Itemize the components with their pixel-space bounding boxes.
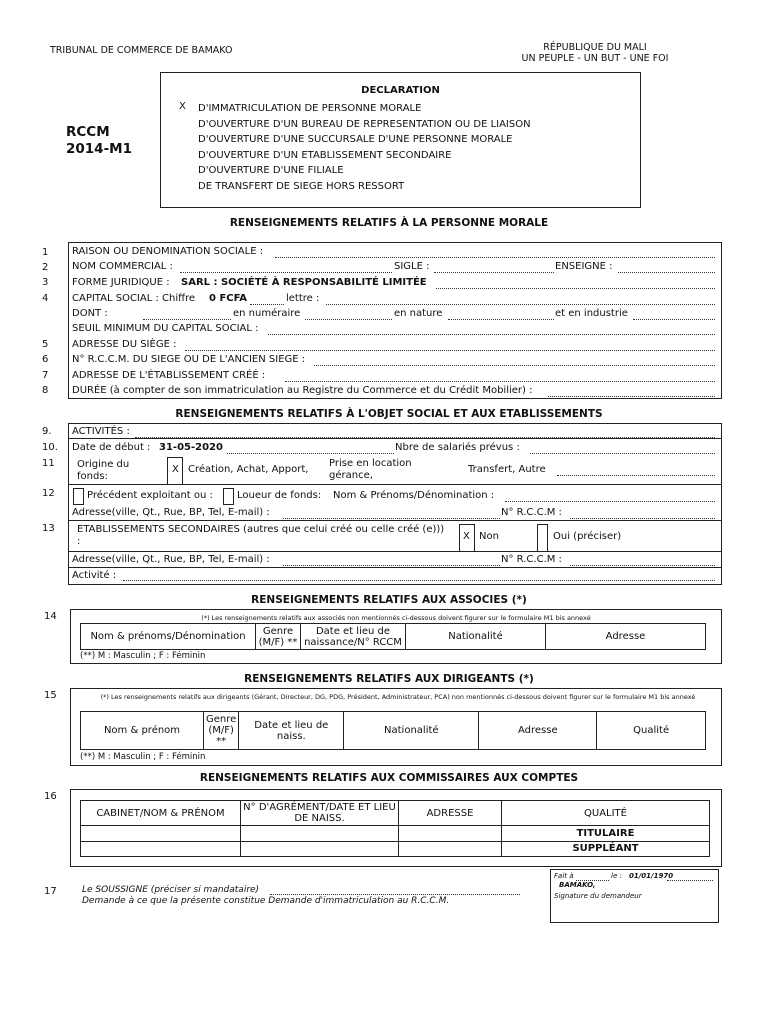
col-header: Nom & prénom <box>81 712 204 750</box>
transfert-label: Transfert, Autre <box>468 464 546 475</box>
date-label: Date de début : <box>72 442 151 453</box>
oui-checkbox[interactable] <box>537 524 548 552</box>
table-cell[interactable] <box>81 826 241 841</box>
divider <box>68 484 722 485</box>
row-number: 14 <box>44 611 57 622</box>
oui-label: Oui (préciser) <box>553 531 622 542</box>
adresse-siege-label: ADRESSE DU SIÈGE : <box>72 339 177 350</box>
table-cell[interactable] <box>81 841 241 856</box>
nom-prenoms-field[interactable] <box>505 501 715 502</box>
table-row <box>81 801 710 826</box>
capital-value[interactable]: 0 FCFA <box>209 293 248 304</box>
city-value: BAMAKO, <box>559 881 596 889</box>
table-row <box>81 826 710 841</box>
forme-value[interactable]: SARL : SOCIÉTÉ À RESPONSABILITÉ LIMITÉE <box>181 277 427 288</box>
country-motto: UN PEUPLE - UN BUT - UNE FOI <box>521 53 669 64</box>
row-number: 11 <box>42 458 55 469</box>
row-number: 3 <box>42 277 49 288</box>
fait-label: Fait à <box>554 872 574 880</box>
divider <box>68 551 722 552</box>
date-field[interactable] <box>667 880 713 881</box>
section4-title: RENSEIGNEMENTS RELATIFS AUX DIRIGEANTS (*) <box>244 673 534 685</box>
forme-label: FORME JURIDIQUE : <box>72 277 170 288</box>
soussigne-field[interactable] <box>270 894 520 895</box>
row-number: 5 <box>42 339 49 350</box>
row-number: 7 <box>42 370 49 381</box>
col-header: QUALITÉ <box>502 801 710 826</box>
nature-field[interactable] <box>448 319 554 320</box>
col-header: Genre (M/F) ** <box>256 624 301 650</box>
form-code-line1: RCCM <box>66 124 110 140</box>
nom-commercial-field[interactable] <box>180 272 392 273</box>
origine-label: Origine du fonds: <box>77 459 130 482</box>
col-header: Adresse <box>546 624 706 650</box>
table-cell[interactable] <box>399 826 502 841</box>
court-name: TRIBUNAL DE COMMERCE DE BAMAKO <box>50 45 233 56</box>
loueur-label: Loueur de fonds: <box>237 490 322 501</box>
sigle-field[interactable] <box>434 272 554 273</box>
seuil-field[interactable] <box>268 334 715 335</box>
col-header: Adresse <box>479 712 597 750</box>
declaration-item[interactable]: D'IMMATRICULATION DE PERSONNE MORALE <box>198 103 422 114</box>
associes-note: (*) Les renseignements relatifs aux associés non mentionnés ci-dessous doivent figurer sur le formulaire M1 bis annexé <box>201 614 591 622</box>
col-header: Genre (M/F) ** <box>204 712 239 750</box>
row-number: 16 <box>44 791 57 802</box>
lettre-field[interactable] <box>326 304 715 305</box>
row-number: 1 <box>42 247 49 258</box>
declaration-title: DECLARATION <box>361 85 440 96</box>
row-number: 8 <box>42 385 49 396</box>
col-header: Qualité <box>597 712 706 750</box>
le-label: le : <box>611 872 622 880</box>
activites-label: ACTIVITÉS : <box>72 426 130 437</box>
activite-label: Activité : <box>72 570 117 581</box>
row-number: 6 <box>42 354 49 365</box>
adresse-siege-field[interactable] <box>185 350 715 351</box>
raison-field[interactable] <box>275 257 715 258</box>
seuil-label: SEUIL MINIMUM DU CAPITAL SOCIAL : <box>72 323 259 334</box>
table-row <box>81 624 706 650</box>
declaration-item[interactable]: D'OUVERTURE D'UN ETABLISSEMENT SECONDAIRE <box>198 149 452 161</box>
demande-text: Demande à ce que la présente constitue Demande d'immatriculation au R.C.C.M. <box>82 896 450 906</box>
table-cell[interactable] <box>241 826 399 841</box>
table-row <box>81 712 706 750</box>
country-name: RÉPUBLIQUE DU MALI <box>543 42 647 53</box>
col-header: Date et lieu de naiss. <box>239 712 344 750</box>
declaration-mark: X <box>179 101 186 112</box>
origine-mark: X <box>172 464 179 475</box>
autre-field[interactable] <box>557 475 715 476</box>
form-code <box>66 124 132 158</box>
lettre-label: lettre : <box>286 293 320 304</box>
declaration-item[interactable]: D'OUVERTURE D'UN BUREAU DE REPRESENTATION OU DE LIAISON <box>198 118 531 130</box>
soussigne-label: Le SOUSSIGNE (préciser si mandataire) <box>82 885 260 895</box>
dirigeants-note: (*) Les renseignements relatifs aux dirigeants (Gérant, Directeur, DG, PDG, Président, Administrateur, PCA) non mentionnés ci-dessous doivent figurer sur le formulaire M1 bis annexé <box>100 693 696 701</box>
adresse2-label: Adresse(ville, Qt., Rue, BP, Tel, E-mail) : <box>72 554 270 565</box>
section2-title: RENSEIGNEMENTS RELATIFS À L'OBJET SOCIAL ET AUX ETABLISSEMENTS <box>175 408 603 420</box>
section1-title: RENSEIGNEMENTS RELATIFS À LA PERSONNE MORALE <box>229 217 549 229</box>
etab-sec-label: ETABLISSEMENTS SECONDAIRES (autres que celui créé ou celle créé (e))) : <box>77 524 445 547</box>
signature-box <box>550 869 719 923</box>
dirigeants-footnote: (**) M : Masculin ; F : Féminin <box>80 752 206 762</box>
nom-commercial-label: NOM COMMERCIAL : <box>72 261 173 272</box>
rccm-field[interactable] <box>570 518 715 519</box>
sigle-label: SIGLE : <box>394 261 430 272</box>
salaries-label: Nbre de salariés prévus : <box>395 442 520 453</box>
date-value[interactable]: 31-05-2020 <box>159 442 223 453</box>
nom-prenoms-label: Nom & Prénoms/Dénomination : <box>333 490 495 501</box>
row-number: 12 <box>42 488 55 499</box>
declaration-box <box>160 72 641 208</box>
industrie-field[interactable] <box>633 319 715 320</box>
precedent-label: Précédent exploitant ou : <box>87 490 213 501</box>
row-number: 9. <box>42 426 52 437</box>
adresse-etab-label: ADRESSE DE L'ÉTABLISSEMENT CRÉÉ : <box>72 370 266 381</box>
col-header: ADRESSE <box>399 801 502 826</box>
declaration-list <box>198 101 531 195</box>
declaration-item[interactable]: DE TRANSFERT DE SIEGE HORS RESSORT <box>198 180 405 192</box>
non-mark: X <box>463 531 470 542</box>
country-header <box>510 42 680 64</box>
capital-label: CAPITAL SOCIAL : Chiffre <box>72 293 196 304</box>
dont-label: DONT : <box>72 308 108 319</box>
raison-label: RAISON OU DENOMINATION SOCIALE : <box>72 246 264 257</box>
dirigeants-table <box>80 711 706 750</box>
precedent-checkbox[interactable] <box>73 488 84 505</box>
col-header: CABINET/NOM & PRÉNOM <box>81 801 241 826</box>
adresse-etab-field[interactable] <box>285 381 715 382</box>
capital-field[interactable] <box>250 304 284 305</box>
table-row <box>81 841 710 856</box>
duree-field[interactable] <box>548 396 715 397</box>
adresse-field[interactable] <box>283 518 500 519</box>
divider <box>68 567 722 568</box>
row-number: 10. <box>42 442 58 453</box>
rccm-siege-field[interactable] <box>314 365 715 366</box>
rccm2-label: N° R.C.C.M : <box>501 554 562 565</box>
table-cell: SUPPLÉANT <box>502 841 710 856</box>
associes-footnote: (**) M : Masculin ; F : Féminin <box>80 651 206 661</box>
loueur-checkbox[interactable] <box>223 488 234 505</box>
activites-field[interactable] <box>135 437 715 438</box>
numeraire-label: en numéraire <box>233 308 301 319</box>
row-number: 15 <box>44 690 57 701</box>
adresse2-field[interactable] <box>283 565 500 566</box>
adresse-label: Adresse(ville, Qt., Rue, BP, Tel, E-mail) : <box>72 507 270 518</box>
col-header: N° D'AGRÉMENT/DATE ET LIEU DE NAISS. <box>241 801 399 826</box>
col-header: Nationalité <box>344 712 479 750</box>
declaration-item[interactable]: D'OUVERTURE D'UNE SUCCURSALE D'UNE PERSONNE MORALE <box>198 134 513 146</box>
section5-title: RENSEIGNEMENTS RELATIFS AUX COMMISSAIRES AUX COMPTES <box>199 772 579 784</box>
table-cell[interactable] <box>241 841 399 856</box>
row-number: 17 <box>44 886 57 897</box>
date-value[interactable]: 01/01/1970 <box>629 872 674 880</box>
origine-options: Création, Achat, Apport, <box>188 464 309 475</box>
divider <box>68 438 722 439</box>
prise-label: Prise en location gérance, <box>329 458 412 481</box>
row-number: 4 <box>42 293 49 304</box>
industrie-label: et en industrie <box>555 308 628 319</box>
associes-table <box>80 623 706 650</box>
dont-field[interactable] <box>143 319 231 320</box>
salaries-field[interactable] <box>530 453 715 454</box>
rccm-label: N° R.C.C.M : <box>501 507 562 518</box>
declaration-item[interactable]: D'OUVERTURE D'UNE FILIALE <box>198 165 344 177</box>
date-field[interactable] <box>227 453 394 454</box>
forme-field[interactable] <box>436 288 715 289</box>
rccm2-field[interactable] <box>570 565 715 566</box>
col-header: Date et lieu de naissance/N° RCCM <box>301 624 406 650</box>
enseigne-label: ENSEIGNE : <box>555 261 613 272</box>
rccm-siege-label: N° R.C.C.M. DU SIEGE OU DE L'ANCIEN SIEGE : <box>72 354 306 365</box>
activite-field[interactable] <box>123 580 715 581</box>
signature-label: Signature du demandeur <box>554 892 642 900</box>
row-number: 13 <box>42 523 55 534</box>
col-header: Nom & prénoms/Dénomination <box>81 624 256 650</box>
section3-title: RENSEIGNEMENTS RELATIFS AUX ASSOCIES (*) <box>251 594 527 606</box>
row-number: 2 <box>42 262 49 273</box>
enseigne-field[interactable] <box>618 272 715 273</box>
col-header: Nationalité <box>406 624 546 650</box>
form-code-line2: 2014-M1 <box>66 141 133 157</box>
nature-label: en nature <box>394 308 443 319</box>
commissaires-table <box>80 800 710 857</box>
table-cell[interactable] <box>399 841 502 856</box>
table-cell: TITULAIRE <box>502 826 710 841</box>
non-label: Non <box>479 531 499 542</box>
divider <box>68 520 722 521</box>
duree-label: DURÉE (à compter de son immatriculation au Registre du Commerce et du Crédit Mobilier) : <box>72 385 533 396</box>
numeraire-field[interactable] <box>305 319 392 320</box>
